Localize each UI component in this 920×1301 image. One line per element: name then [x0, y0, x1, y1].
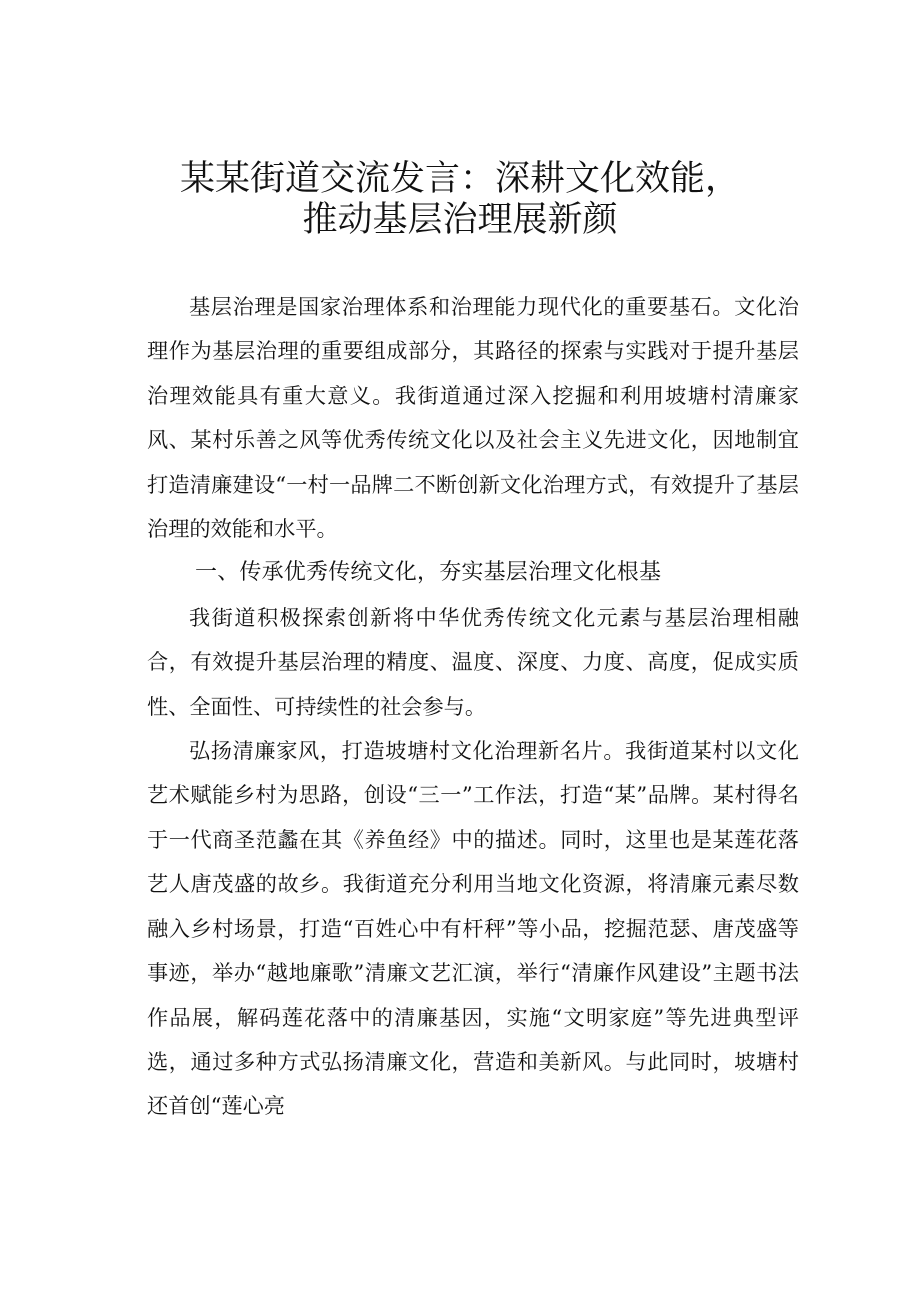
paragraph-qinglian-jiafeng: 弘扬清廉家风，打造坡塘村文化治理新名片。我街道某村以文化艺术赋能乡村为思路，创设“三一”工作法，打造“某”品牌。某村得名于一代商圣范蠡在其《养鱼经》中的描述。同时，这里也是某莲花落艺人唐茂盛的故乡。我街道充分利用当地文化资源，将清廉元素尽数融入乡村场景，打造“百姓心中有杆秤”等小品，挖掘范瑟、唐茂盛等事迹，举办“越地廉歌”清廉文艺汇演，举行“清廉作风建设”主题书法作品展，解码莲花落中的清廉基因，实施“文明家庭”等先进典型评选，通过多种方式弘扬清廉文化，营造和美新风。与此同时，坡塘村还首创“莲心亮: [147, 738, 799, 1119]
document-title-line-1: 某某街道交流发言：深耕文化效能，: [179, 159, 740, 199]
paragraph-intro: 基层治理是国家治理体系和治理能力现代化的重要基石。文化治理作为基层治理的重要组成部分，其路径的探索与实践对于提升基层治理效能具有重大意义。我街道通过深入挖掘和利用坡塘村清廉家风、某村乐善之风等优秀传统文化以及社会主义先进文化，因地制宜打造清廉建设“一村一品牌二不断创新文化治理方式，有效提升了基层治理的效能和水平。: [147, 294, 799, 542]
section-heading-1: 一、传承优秀传统文化，夯实基层治理文化根基: [195, 560, 662, 586]
document-body: [147, 285, 799, 1129]
document-title-line-2: 推动基层治理展新颜: [302, 200, 618, 240]
paragraph-section-1-intro: 我街道积极探索创新将中华优秀传统文化元素与基层治理相融合，有效提升基层治理的精度、温度、深度、力度、高度，促成实质性、全面性、可持续性的社会参与。: [147, 604, 799, 719]
